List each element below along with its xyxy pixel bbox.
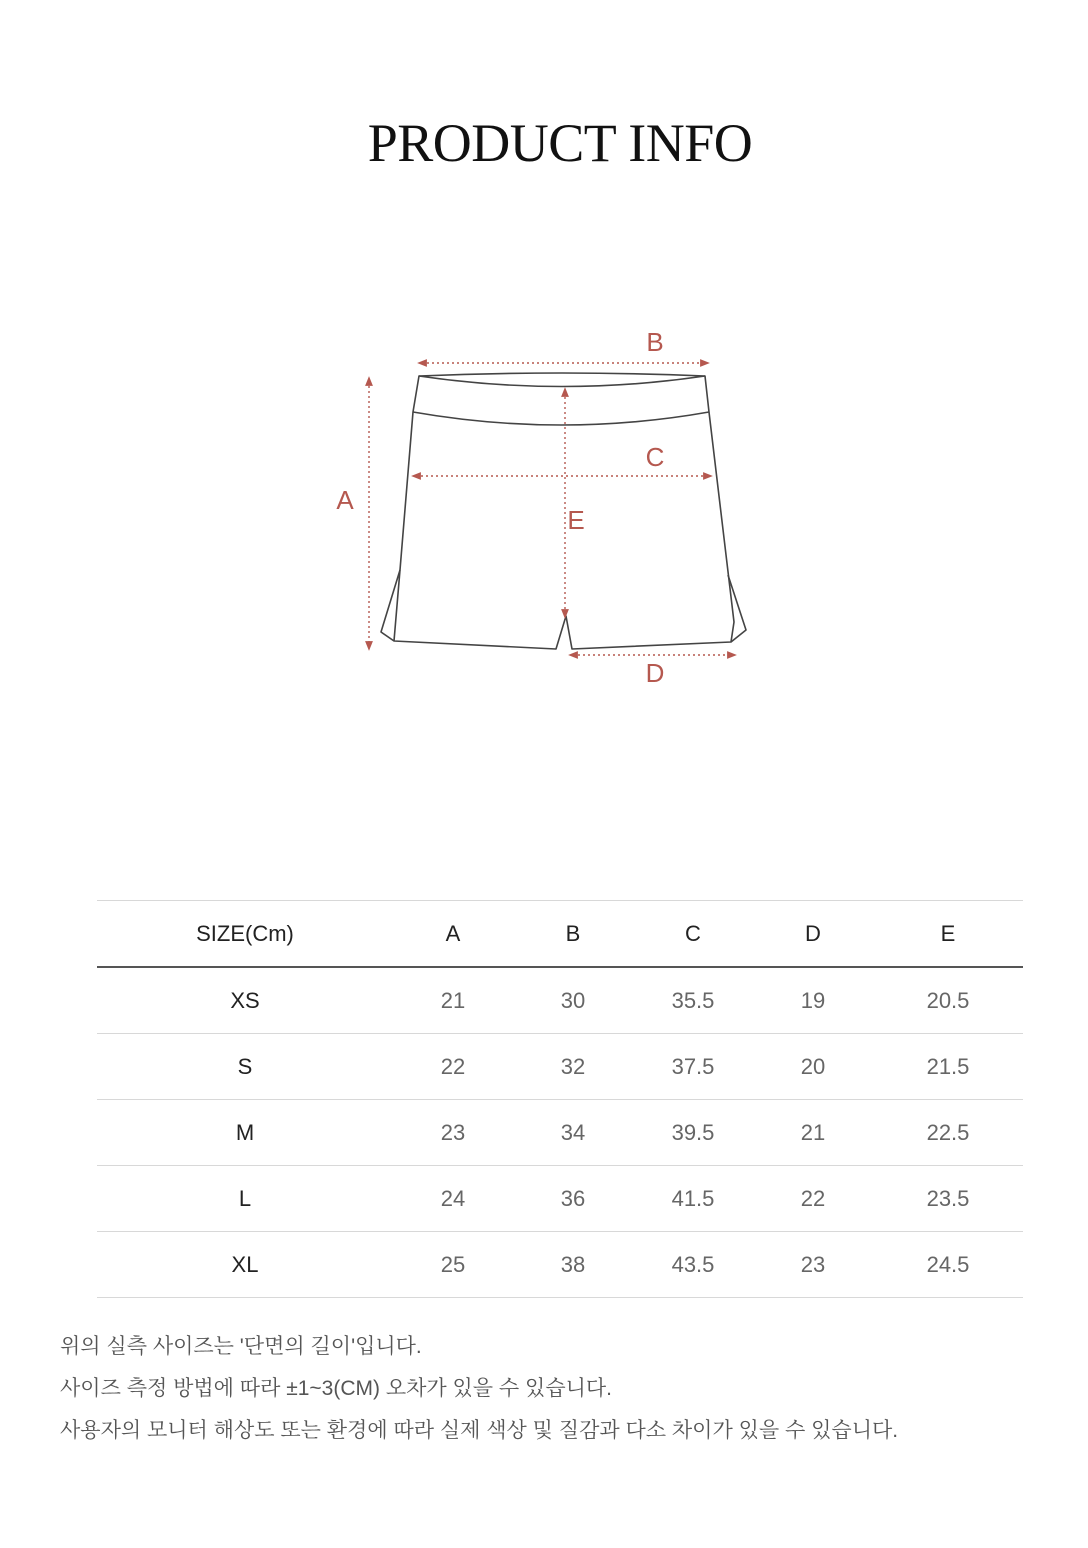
value-cell: 24.5 (873, 1232, 1023, 1298)
size-cell: L (97, 1166, 393, 1232)
value-cell: 25 (393, 1232, 513, 1298)
size-table (97, 900, 1023, 1298)
dimension-d-label: D (645, 658, 665, 688)
value-cell: 23 (753, 1232, 873, 1298)
value-cell: 30 (513, 967, 633, 1034)
header-size: SIZE(Cm) (97, 901, 393, 968)
value-cell: 21.5 (873, 1034, 1023, 1100)
size-cell: XL (97, 1232, 393, 1298)
value-cell: 20 (753, 1034, 873, 1100)
size-cell: S (97, 1034, 393, 1100)
value-cell: 36 (513, 1166, 633, 1232)
value-cell: 22 (393, 1034, 513, 1100)
size-cell: M (97, 1100, 393, 1166)
right-side-slit (728, 575, 746, 642)
header-b: B (513, 901, 633, 968)
dimension-e-label: E (567, 505, 585, 535)
header-a: A (393, 901, 513, 968)
value-cell: 43.5 (633, 1232, 753, 1298)
header-c: C (633, 901, 753, 968)
page-title: PRODUCT INFO (367, 113, 753, 173)
value-cell: 32 (513, 1034, 633, 1100)
value-cell: 22.5 (873, 1100, 1023, 1166)
shorts-illustration (381, 373, 746, 649)
dimension-b-label: B (646, 327, 664, 357)
measurement-lines (369, 363, 732, 655)
dimension-a-label: A (336, 485, 354, 515)
waistband-top-curve (419, 376, 705, 387)
value-cell: 34 (513, 1100, 633, 1166)
value-cell: 23.5 (873, 1166, 1023, 1232)
table-row (97, 1100, 1023, 1166)
shorts-outline (394, 373, 734, 649)
header-e: E (873, 901, 1023, 968)
value-cell: 22 (753, 1166, 873, 1232)
note-tolerance: 사이즈 측정 방법에 따라 ±1~3(CM) 오차가 있을 수 있습니다. (60, 1377, 613, 1400)
value-cell: 37.5 (633, 1034, 753, 1100)
size-cell: XS (97, 967, 393, 1034)
note-color-disclaimer: 사용자의 모니터 해상도 또는 환경에 따라 실제 색상 및 질감과 다소 차이가 있을 수 있습니다. (60, 1419, 899, 1442)
table-row (97, 1232, 1023, 1298)
dimension-c-label: C (645, 442, 665, 472)
value-cell: 35.5 (633, 967, 753, 1034)
value-cell: 24 (393, 1166, 513, 1232)
value-cell: 19 (753, 967, 873, 1034)
header-d: D (753, 901, 873, 968)
value-cell: 23 (393, 1100, 513, 1166)
table-row (97, 1034, 1023, 1100)
note-measurement: 위의 실측 사이즈는 '단면의 길이'입니다. (60, 1335, 422, 1358)
value-cell: 20.5 (873, 967, 1023, 1034)
table-header-row (97, 901, 1023, 968)
value-cell: 21 (393, 967, 513, 1034)
value-cell: 38 (513, 1232, 633, 1298)
value-cell: 21 (753, 1100, 873, 1166)
table-row (97, 1166, 1023, 1232)
value-cell: 39.5 (633, 1100, 753, 1166)
notes-section (60, 1326, 1060, 1452)
waistband-seam (413, 412, 709, 425)
table-row (97, 967, 1023, 1034)
value-cell: 41.5 (633, 1166, 753, 1232)
